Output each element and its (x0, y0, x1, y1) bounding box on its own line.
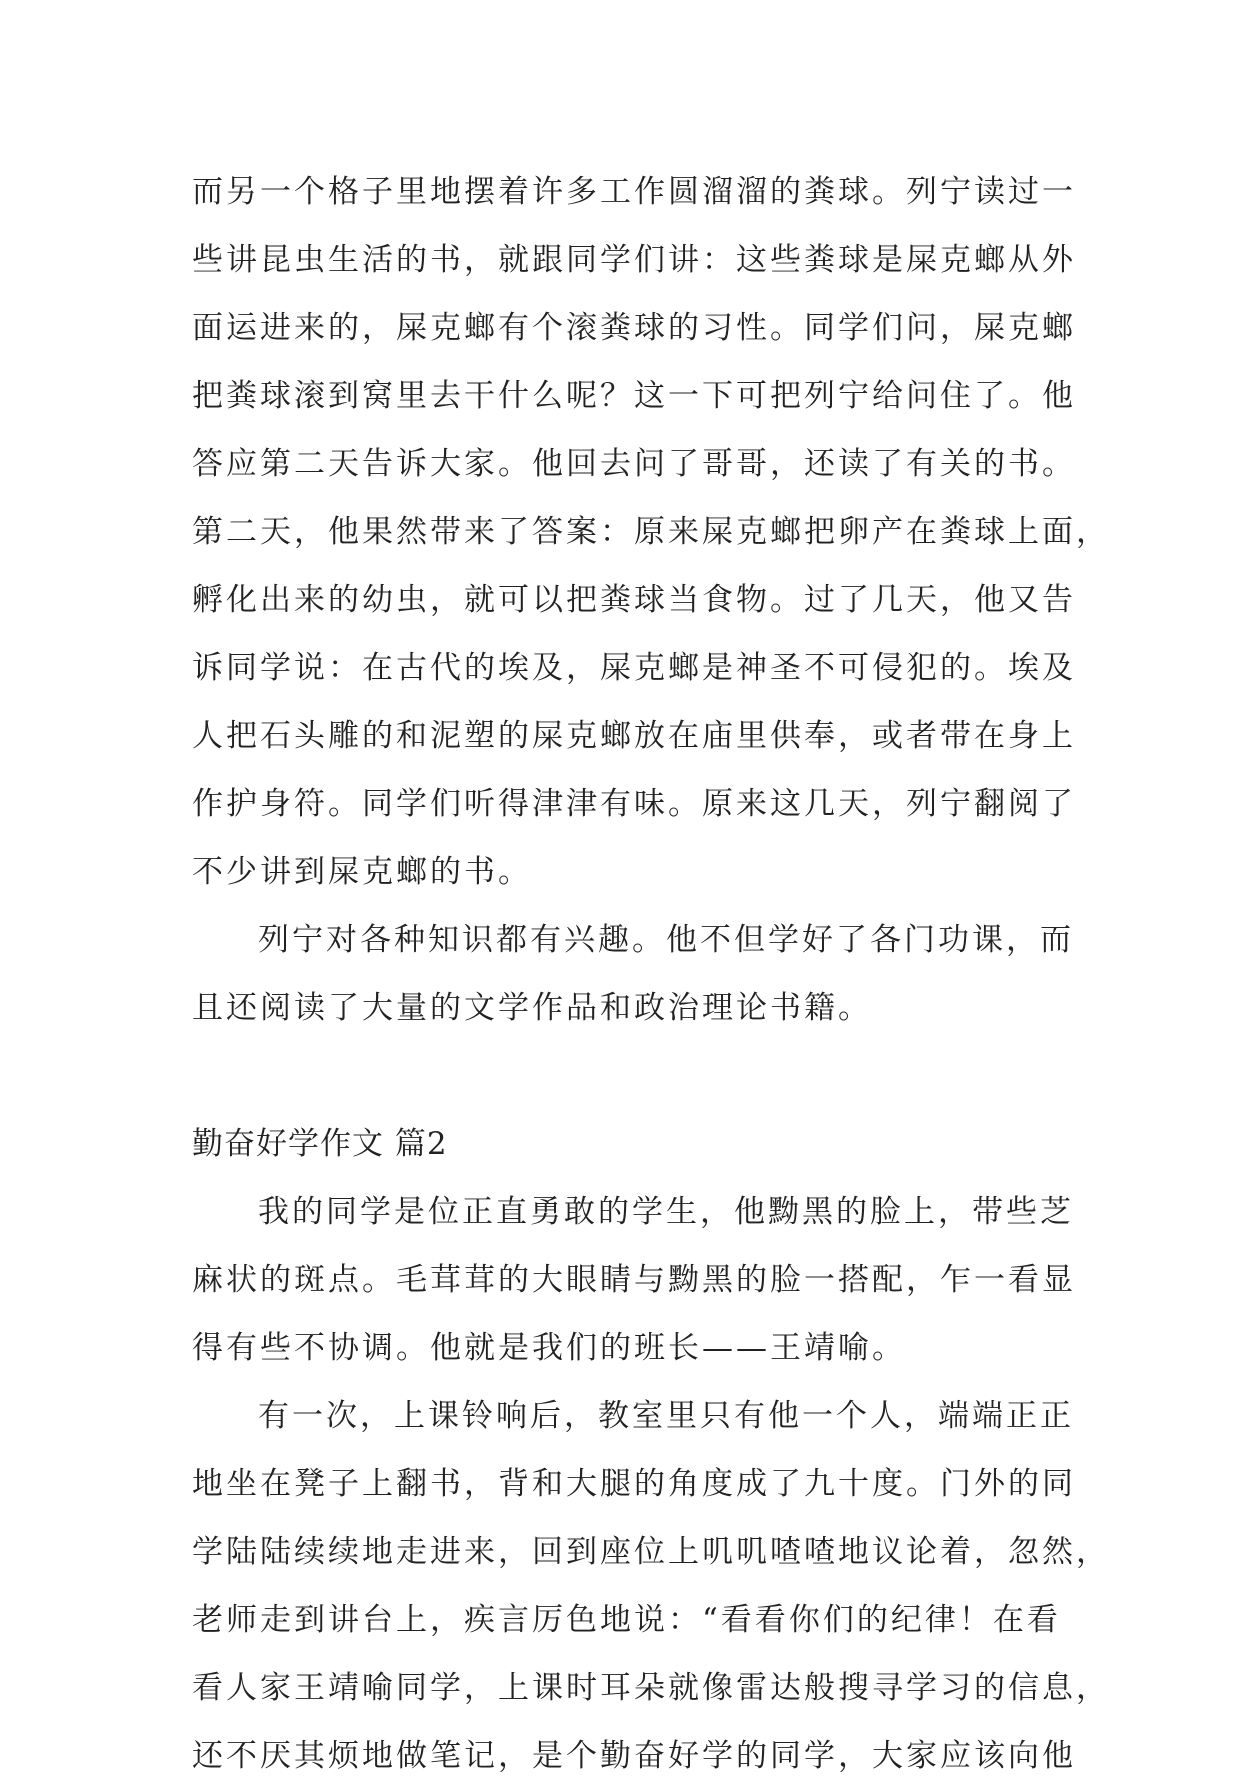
text-line: 而另一个格子里地摆着许多工作圆溜溜的粪球。列宁读过一 (192, 174, 1076, 210)
document-body (192, 158, 1110, 1790)
text-line: 且还阅读了大量的文学作品和政治理论书籍。 (192, 990, 872, 1026)
text-line: 把粪球滚到窝里去干什么呢？这一下可把列宁给问住了。他 (192, 378, 1076, 414)
text-line: 学陆陆续续地走进来，回到座位上叽叽喳喳地议论着，忽然， (192, 1534, 1110, 1570)
text-line: 不少讲到屎克螂的书。 (192, 854, 532, 890)
paragraph-1 (192, 158, 1110, 906)
text-line: 麻状的斑点。毛茸茸的大眼睛与黝黑的脸一搭配，乍一看显 (192, 1262, 1076, 1298)
text-line: 地坐在凳子上翻书，背和大腿的角度成了九十度。门外的同 (192, 1466, 1076, 1502)
text-line: 我的同学是位正直勇敢的学生，他黝黑的脸上，带些芝 (258, 1194, 1074, 1230)
text-line: 孵化出来的幼虫，就可以把粪球当食物。过了几天，他又告 (192, 582, 1076, 618)
paragraph-4 (192, 1382, 1110, 1790)
text-line: 老师走到讲台上，疾言厉色地说：“看看你们的纪律！在看 (192, 1602, 1061, 1638)
text-line: 有一次，上课铃响后，教室里只有他一个人，端端正正 (258, 1398, 1074, 1434)
text-line: 人把石头雕的和泥塑的屎克螂放在庙里供奉，或者带在身上 (192, 718, 1076, 754)
text-line: 作护身符。同学们听得津津有味。原来这几天，列宁翻阅了 (192, 786, 1076, 822)
text-line: 面运进来的，屎克螂有个滚粪球的习性。同学们问，屎克螂 (192, 310, 1076, 346)
text-line: 看人家王靖喻同学，上课时耳朵就像雷达般搜寻学习的信息， (192, 1670, 1110, 1706)
text-line: 列宁对各种知识都有兴趣。他不但学好了各门功课，而 (258, 922, 1074, 958)
text-line: 第二天，他果然带来了答案：原来屎克螂把卵产在粪球上面， (192, 514, 1110, 550)
text-line: 些讲昆虫生活的书，就跟同学们讲：这些粪球是屎克螂从外 (192, 242, 1076, 278)
paragraph-3 (192, 1178, 1076, 1382)
text-line: 诉同学说：在古代的埃及，屎克螂是神圣不可侵犯的。埃及 (192, 650, 1076, 686)
text-line: 得有些不协调。他就是我们的班长——王靖喻。 (192, 1330, 906, 1366)
text-line: 还不厌其烦地做笔记，是个勤奋好学的同学，大家应该向他 (192, 1738, 1076, 1774)
text-line: 答应第二天告诉大家。他回去问了哥哥，还读了有关的书。 (192, 446, 1076, 482)
paragraph-2 (192, 906, 1074, 1042)
section-title: 勤奋好学作文 篇2 (192, 1126, 448, 1162)
